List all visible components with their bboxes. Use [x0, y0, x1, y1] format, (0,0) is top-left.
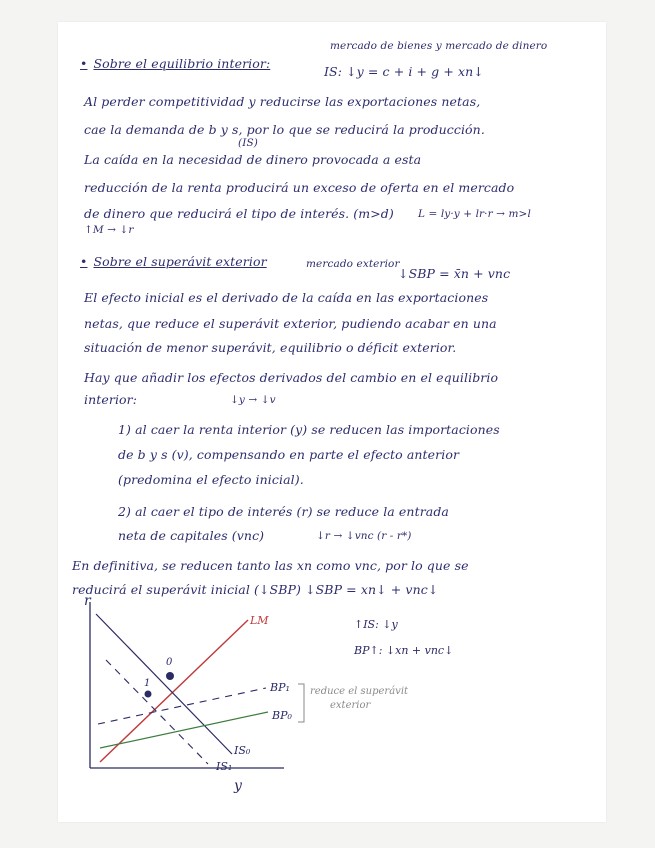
bp0-label: BP₀: [272, 709, 292, 722]
markets-note: mercado de bienes y mercado de dinero: [330, 40, 548, 52]
equilibrium-point-0: [166, 672, 174, 680]
point-0-label: 0: [166, 657, 173, 668]
text-line: cae la demanda de b y s, por lo que se reducirá la producción.: [84, 122, 485, 137]
is0-label: IS₀: [234, 744, 251, 757]
point-2-line: neta de capitales (vnc): [118, 528, 265, 543]
text-line: reducción de la renta producirá un exceso de oferta en el mercado: [84, 180, 515, 195]
point-1-label: 1: [144, 678, 151, 689]
text-line: situación de menor superávit, equilibrio o déficit exterior.: [84, 340, 457, 355]
islm-bp-diagram: [58, 22, 606, 822]
lm-label: LM: [250, 614, 269, 627]
sbp-equation: ↓SBP = x̄n + vnc: [398, 266, 511, 281]
point-2-note: ↓r → ↓vnc (r - r*): [316, 530, 412, 542]
point-1-line: de b y s (v), compensando en parte el efecto anterior: [118, 447, 460, 462]
bp1-label: BP₁: [270, 681, 290, 694]
equilibrium-point-1: [145, 691, 152, 698]
market-note: mercado exterior: [306, 258, 400, 270]
is-label: (IS): [238, 137, 258, 149]
is0-curve: [96, 614, 232, 754]
conclusion-line: En definitiva, se reducen tanto las xn como vnc, por lo que se: [72, 558, 469, 573]
text-line: de dinero que reducirá el tipo de interés. (m>d): [84, 206, 394, 221]
y-axis-label: r: [84, 593, 91, 609]
bp0-curve: [100, 712, 268, 748]
notebook-page: [58, 22, 606, 822]
text-line: netas, que reduce el superávit exterior, pudiendo acabar en una: [84, 316, 497, 331]
point-2-line: 2) al caer el tipo de interés (r) se reduce la entrada: [118, 504, 449, 519]
reduction-bracket: [298, 684, 304, 722]
interior-note: ↓y → ↓v: [230, 394, 276, 406]
is1-curve: [106, 660, 208, 764]
section-heading-superavit-exterior: • Sobre el superávit exterior: [80, 254, 267, 269]
bracket-note-line1: reduce el superávit: [310, 686, 409, 697]
money-arrow-note: ↑M → ↓r: [84, 224, 134, 236]
text-line: La caída en la necesidad de dinero provocada a esta: [84, 152, 422, 167]
point-1-line: 1) al caer la renta interior (y) se reducen las importaciones: [118, 422, 500, 437]
legend-is: ↑IS: ↓y: [354, 618, 398, 631]
is-equation: IS: ↓y = c + i + g + xn↓: [324, 64, 484, 79]
bp1-curve: [98, 688, 266, 724]
conclusion-line: reducirá el superávit inicial (↓SBP) ↓SBP = xn↓ + vnc↓: [72, 582, 439, 597]
text-line: Al perder competitividad y reducirse las exportaciones netas,: [84, 94, 481, 109]
money-equation: L = ly·y + lr·r → m>l: [418, 208, 531, 220]
section-heading-equilibrio-interior: • Sobre el equilibrio interior:: [80, 56, 270, 71]
point-1-line: (predomina el efecto inicial).: [118, 472, 304, 487]
text-line: Hay que añadir los efectos derivados del cambio en el equilibrio: [84, 370, 499, 385]
text-line: El efecto inicial es el derivado de la caída en las exportaciones: [84, 290, 489, 305]
is1-label: IS₁: [216, 760, 233, 773]
text-line: interior:: [84, 392, 138, 407]
x-axis-label: y: [234, 778, 242, 794]
bracket-note-line2: exterior: [330, 700, 371, 711]
legend-bp: BP↑: ↓xn + vnc↓: [354, 644, 454, 657]
